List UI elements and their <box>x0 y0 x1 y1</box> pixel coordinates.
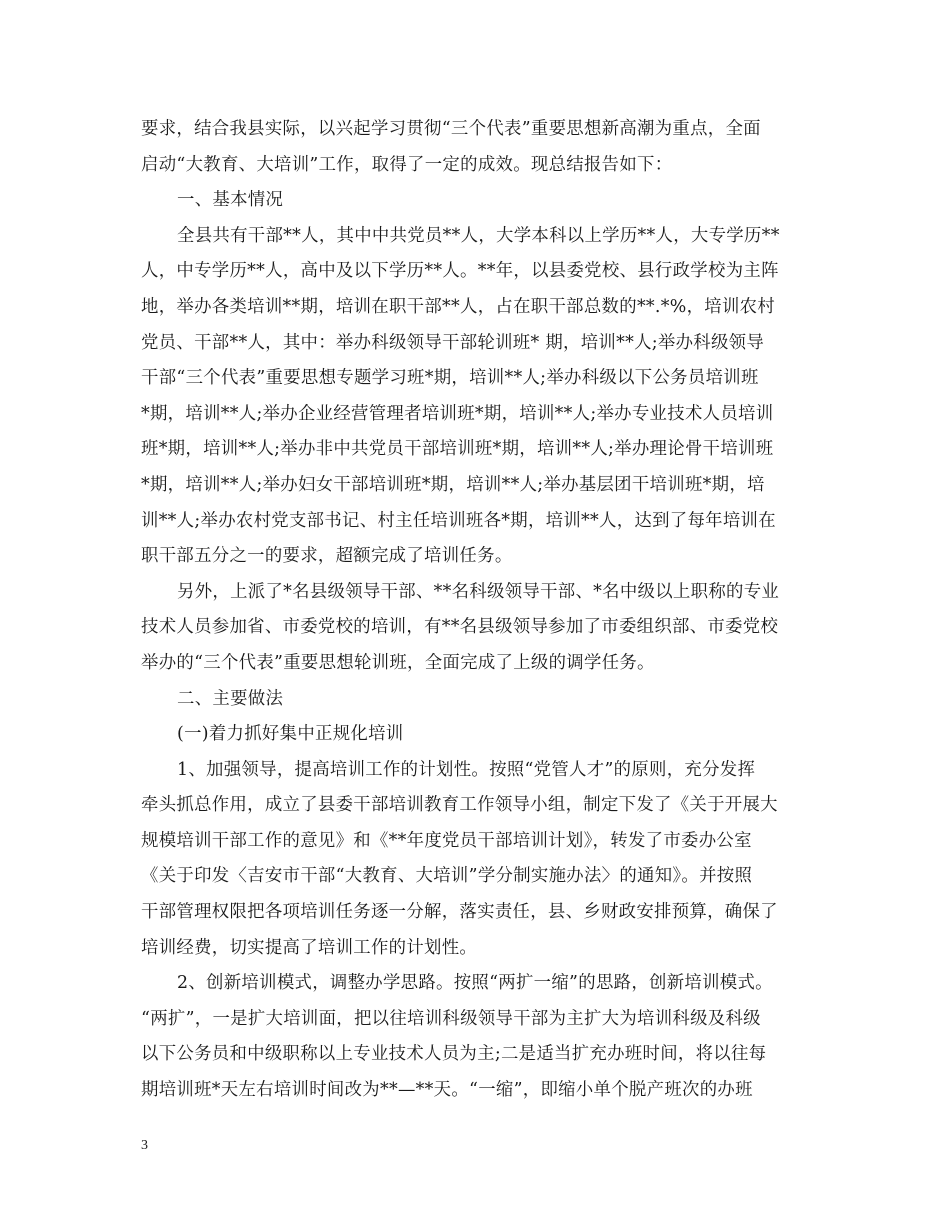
paragraph-first-line: 2、创新培训模式，调整办学思路。按照“两扩一缩”的思路，创新培训模式。 <box>177 973 773 994</box>
paragraph-first-line: 全县共有干部**人，其中中共党员**人，大学本科以上学历**人，大专学历** <box>177 225 780 246</box>
text-line: 干部管理权限把各项培训任务逐一分解，落实责任，县、乡财政安排预算，确保了 <box>141 902 778 923</box>
text-line: 培训经费，切实提高了培训工作的计划性。 <box>141 937 478 958</box>
text-line: “两扩”，一是扩大培训面，把以往培训科级领导干部为主扩大为培训科级及科级 <box>141 1008 761 1029</box>
text-line: 班*期，培训**人;举办非中共党员干部培训班*期，培训**人;举办理论骨干培训班 <box>141 439 774 460</box>
paragraph-first-line: 1、加强领导，提高培训工作的计划性。按照“党管人才”的原则，充分发挥 <box>177 759 756 780</box>
body-text <box>141 112 821 1109</box>
text-line: *期，培训**人;举办企业经营管理者培训班*期，培训**人;举办专业技术人员培训 <box>141 403 774 424</box>
text-line: 《关于印发〈吉安市干部“大教育、大培训”学分制实施办法〉的通知》。并按照 <box>141 866 753 887</box>
text-line: 党员、干部**人，其中：举办科级领导干部轮训班* 期，培训**人;举办科级领导 <box>141 332 765 353</box>
text-line: 规模培训干部工作的意见》和《**年度党员干部培训计划》，转发了市委办公室 <box>141 830 752 851</box>
text-line: 干部“三个代表”重要思想专题学习班*期，培训**人;举办科级以下公务员培训班 <box>141 368 759 389</box>
text-line: 举办的“三个代表”重要思想轮训班，全面完成了上级的调学任务。 <box>141 652 655 673</box>
text-line: 地，举办各类培训**期，培训在职干部**人，占在职干部总数的**.*%，培训农村 <box>141 296 776 317</box>
page-number: 3 <box>141 1138 148 1153</box>
text-line: *期，培训**人;举办妇女干部培训班*期，培训**人;举办基层团干培训班*期，培 <box>141 474 765 495</box>
text-line: 期培训班*天左右培训时间改为**—**天。“一缩”，即缩小单个脱产班次的办班 <box>141 1080 753 1101</box>
text-line: 要求，结合我县实际，以兴起学习贯彻“三个代表”重要思想新高潮为重点，全面 <box>141 119 761 139</box>
paragraph-first-line: 另外，上派了*名县级领导干部、**名科级领导干部、*名中级以上职称的专业 <box>177 581 780 602</box>
text-line: 人，中专学历**人，高中及以下学历**人。**年，以县委党校、县行政学校为主阵 <box>141 261 779 282</box>
section-heading: 二、主要做法 <box>177 688 284 709</box>
section-heading: 一、基本情况 <box>177 190 284 211</box>
text-line: 职干部五分之一的要求，超额完成了培训任务。 <box>141 546 513 567</box>
text-line: 启动“大教育、大培训”工作，取得了一定的成效。现总结报告如下： <box>141 154 673 175</box>
text-line: 以下公务员和中级职称以上专业技术人员为主;二是适当扩充办班时间，将以往每 <box>141 1044 767 1065</box>
subsection-heading: (一)着力抓好集中正规化培训 <box>177 724 404 745</box>
text-line: 训**人;举办农村党支部书记、村主任培训班各*期，培训**人，达到了每年培训在 <box>141 510 776 531</box>
text-line: 技术人员参加省、市委党校的培训，有**名县级领导参加了市委组织部、市委党校 <box>141 617 779 638</box>
text-line: 牵头抓总作用，成立了县委干部培训教育工作领导小组，制定下发了《关于开展大 <box>141 795 778 816</box>
